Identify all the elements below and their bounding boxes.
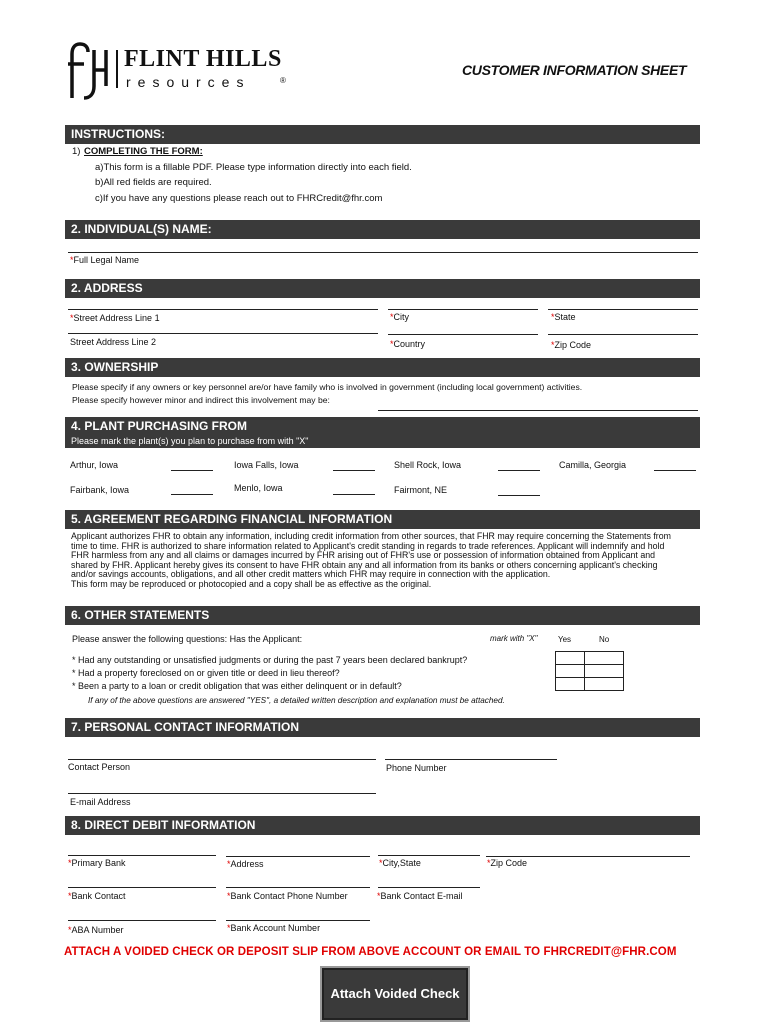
plant-shell-rock-label: Shell Rock, Iowa [394, 460, 462, 470]
email-field[interactable] [68, 793, 376, 794]
ownership-field[interactable] [378, 410, 698, 411]
section-ownership-heading: 3. OWNERSHIP [65, 358, 700, 377]
zip-field[interactable] [548, 334, 698, 335]
statements-yes-header: Yes [558, 635, 572, 644]
ownership-line1: Please specify if any owners or key personnel are/or have family who is involved in government (including local government) activities. [72, 382, 583, 392]
bank-zip-field[interactable] [486, 856, 690, 857]
primary-bank-label: *Primary Bank [68, 858, 126, 868]
city-label: *City [390, 312, 410, 322]
plant-camilla-label: Camilla, Georgia [559, 460, 627, 470]
bank-address-field[interactable] [226, 856, 370, 857]
state-field[interactable] [548, 309, 698, 310]
plant-fairmont-label: Fairmont, NE [394, 485, 448, 495]
contact-person-label: Contact Person [68, 762, 131, 772]
bank-contact-email-field[interactable] [378, 887, 480, 888]
street1-field[interactable] [68, 309, 378, 310]
section-individual-name-heading: 2. INDIVIDUAL(S) NAME: [65, 220, 700, 239]
q2-yes-cell[interactable] [556, 665, 585, 678]
bank-city-state-field[interactable] [378, 855, 480, 856]
full-name-label: *Full Legal Name [70, 255, 140, 265]
email-label: E-mail Address [70, 797, 131, 807]
section-personal-contact-heading: 7. PERSONAL CONTACT INFORMATION [65, 718, 700, 737]
plant-iowa-falls-field[interactable] [333, 470, 375, 471]
plant-shell-rock-field[interactable] [498, 470, 540, 471]
bank-contact-phone-field[interactable] [226, 887, 370, 888]
plant-iowa-falls-label: Iowa Falls, Iowa [234, 460, 299, 470]
q3-yes-cell[interactable] [556, 678, 585, 691]
statement-q2: * Had a property foreclosed on or given title or deed in lieu thereof? [72, 668, 340, 678]
plant-fairbank-label: Fairbank, Iowa [70, 485, 130, 495]
bank-city-state-label: *City,State [379, 858, 421, 868]
street1-label: *Street Address Line 1 [70, 313, 160, 323]
street2-field[interactable] [68, 333, 378, 334]
statements-answer-grid [555, 651, 624, 691]
contact-person-field[interactable] [68, 759, 376, 760]
logo-line2: resources [126, 74, 251, 90]
plant-camilla-field[interactable] [654, 470, 696, 471]
instructions-b: b)All red fields are required. [95, 177, 212, 188]
fh-monogram-icon [66, 40, 110, 100]
attach-instruction: ATTACH A VOIDED CHECK OR DEPOSIT SLIP FROM ABOVE ACCOUNT OR EMAIL TO FHRCREDIT@FHR.COM [64, 946, 677, 958]
bank-address-label: *Address [227, 859, 264, 869]
statements-mark-hint: mark with "X" [490, 634, 538, 643]
country-label: *Country [390, 339, 426, 349]
bank-zip-label: *Zip Code [487, 858, 528, 868]
instructions-heading: INSTRUCTIONS: [65, 125, 700, 144]
section-direct-debit-heading: 8. DIRECT DEBIT INFORMATION [65, 816, 700, 835]
attach-voided-check-button[interactable] [320, 966, 470, 1022]
statement-q1: * Had any outstanding or unsatisfied judgments or during the past 7 years been declared bankrupt? [72, 655, 468, 665]
state-label: *State [551, 312, 576, 322]
logo [66, 40, 296, 100]
instructions-item1: COMPLETING THE FORM: [84, 146, 203, 157]
plant-subheading: Please mark the plant(s) you plan to purchase from with "X" [65, 435, 700, 448]
q1-yes-cell[interactable] [556, 652, 585, 665]
phone-number-field[interactable] [385, 759, 557, 760]
full-name-field[interactable] [68, 252, 698, 253]
instructions-a: a)This form is a fillable PDF. Please type information directly into each field. [95, 162, 412, 173]
bank-contact-label: *Bank Contact [68, 891, 126, 901]
attach-voided-check-label: Attach Voided Check [330, 986, 460, 1001]
q3-no-cell[interactable] [585, 678, 624, 691]
aba-number-field[interactable] [68, 920, 216, 921]
bank-contact-field[interactable] [68, 887, 216, 888]
plant-arthur-label: Arthur, Iowa [70, 460, 119, 470]
section-plant-heading: 4. PLANT PURCHASING FROM [65, 417, 700, 436]
street2-label: Street Address Line 2 [70, 337, 157, 347]
city-field[interactable] [388, 309, 538, 310]
section-agreement-heading: 5. AGREEMENT REGARDING FINANCIAL INFORMATION [65, 510, 700, 529]
bank-account-number-label: *Bank Account Number [227, 923, 321, 933]
bank-contact-email-label: *Bank Contact E-mail [377, 891, 463, 901]
country-field[interactable] [388, 334, 538, 335]
instructions-item1-num: 1) [72, 146, 81, 157]
q2-no-cell[interactable] [585, 665, 624, 678]
plant-fairmont-field[interactable] [498, 495, 540, 496]
page-title: CUSTOMER INFORMATION SHEET [462, 62, 687, 78]
aba-number-label: *ABA Number [68, 925, 124, 935]
statement-q3: * Been a party to a loan or credit obligation that was either delinquent or in default? [72, 681, 402, 691]
bank-account-number-field[interactable] [226, 920, 370, 921]
statements-intro: Please answer the following questions: Has the Applicant: [72, 634, 303, 644]
plant-menlo-field[interactable] [333, 494, 375, 495]
ownership-line2: Please specify however minor and indirect this involvement may be: [72, 395, 330, 405]
section-other-statements-heading: 6. OTHER STATEMENTS [65, 606, 700, 625]
instructions-c: c)If you have any questions please reach out to FHRCredit@fhr.com [95, 193, 383, 204]
statements-no-header: No [599, 635, 610, 644]
agreement-text: Applicant authorizes FHR to obtain any information, including credit information from other sources, that FHR may require concerning the Statements from time to time. FHR is authorized to share information related to Applicant's credit standing in regards to trade references. Applicant will indemnify and hold FHR harmless from any and all claims or damages incurred by FHR arising out of FHR's use or possession of information obtained from Applicant and shared by FHR. Applicant hereby gives its consent to have FHR obtain any and all information from its banks or others concerning applicant's checking and/or savings accounts, obligations, and all other credit matters which FHR may require in connection with the application. This form may be reproduced or photocopied and a copy shall be as effective as the original. [71, 531, 671, 589]
primary-bank-field[interactable] [68, 855, 216, 856]
registered-mark: ® [280, 76, 286, 85]
q1-no-cell[interactable] [585, 652, 624, 665]
plant-arthur-field[interactable] [171, 470, 213, 471]
section-address-heading: 2. ADDRESS [65, 279, 700, 298]
statement-note: If any of the above questions are answered "YES", a detailed written description and explanation must be attached. [88, 696, 505, 705]
zip-label: *Zip Code [551, 340, 592, 350]
plant-menlo-label: Menlo, Iowa [234, 483, 283, 493]
phone-number-label: Phone Number [386, 763, 447, 773]
bank-contact-phone-label: *Bank Contact Phone Number [227, 891, 348, 901]
plant-fairbank-field[interactable] [171, 494, 213, 495]
logo-line1: FLINT HILLS [124, 46, 282, 72]
